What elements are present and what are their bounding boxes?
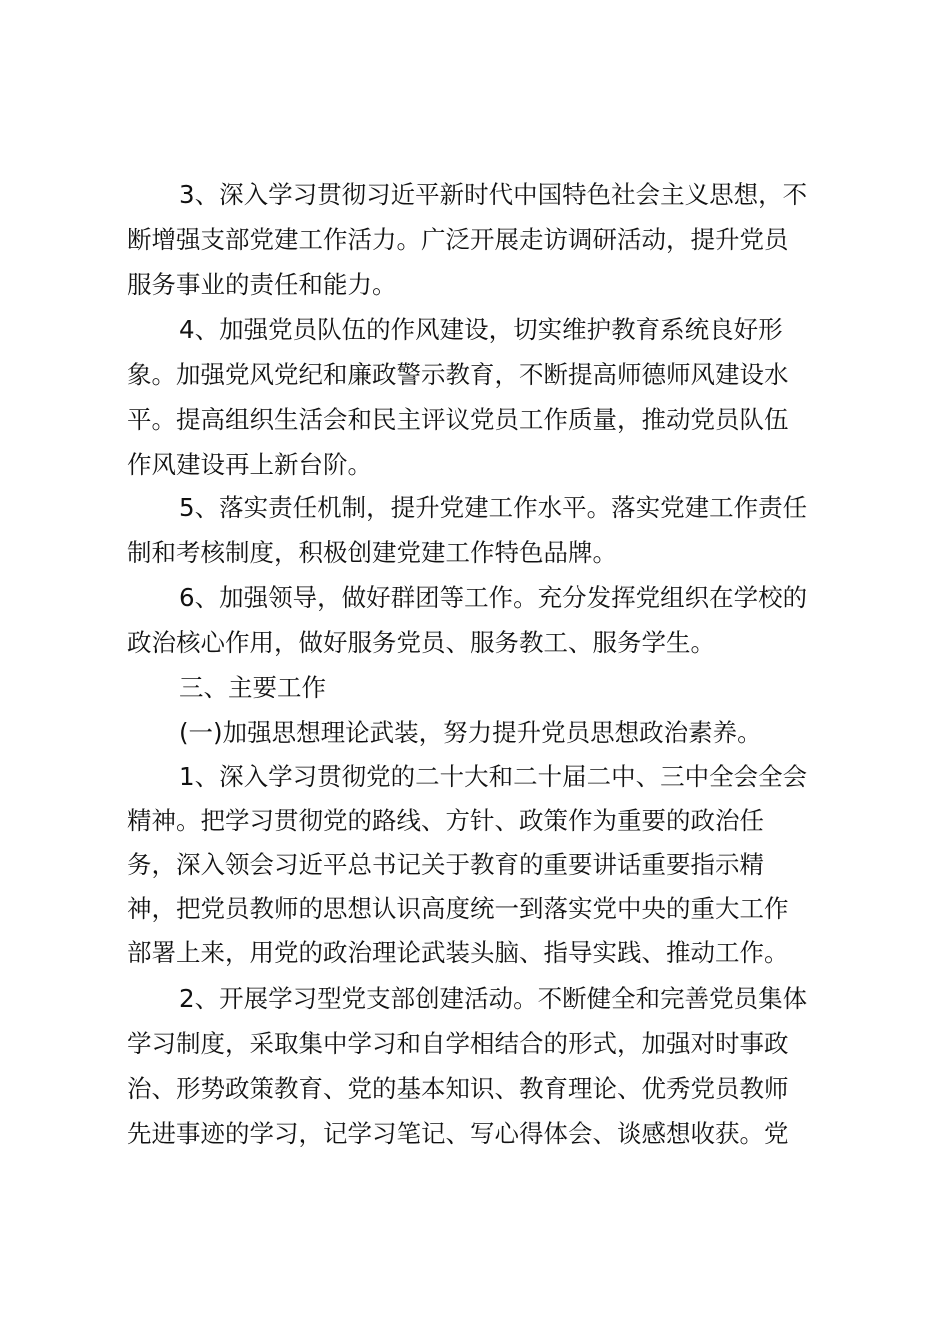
- work-item-2-line-1: 2、开展学习型党支部创建活动。不断健全和完善党员集体: [179, 984, 808, 1013]
- paragraph-5-line-1: 5、落实责任机制，提升党建工作水平。落实党建工作责任: [179, 493, 808, 522]
- work-item-1-line-3: 务，深入领会习近平总书记关于教育的重要讲话重要指示精: [127, 850, 764, 879]
- subsection-heading: (一)加强思想理论武装，努力提升党员思想政治素养。: [179, 718, 762, 747]
- work-item-2-line-2: 学习制度，采取集中学习和自学相结合的形式，加强对时事政: [127, 1029, 789, 1058]
- work-item-2-line-3: 治、形势政策教育、党的基本知识、教育理论、优秀党员教师: [127, 1074, 789, 1103]
- paragraph-5-line-2: 制和考核制度，积极创建党建工作特色品牌。: [127, 538, 617, 567]
- work-item-1-line-1: 1、深入学习贯彻党的二十大和二十届二中、三中全会全会: [179, 762, 808, 791]
- paragraph-3-line-3: 服务事业的责任和能力。: [127, 270, 397, 299]
- paragraph-6-line-2: 政治核心作用，做好服务党员、服务教工、服务学生。: [127, 628, 715, 657]
- section-heading: 三、主要工作: [179, 673, 326, 702]
- work-item-1-line-5: 部署上来，用党的政治理论武装头脑、指导实践、推动工作。: [127, 938, 789, 967]
- paragraph-4-line-2: 象。加强党风党纪和廉政警示教育，不断提高师德师风建设水: [127, 360, 789, 389]
- paragraph-4-line-1: 4、加强党员队伍的作风建设，切实维护教育系统良好形: [179, 315, 783, 344]
- paragraph-4-line-3: 平。提高组织生活会和民主评议党员工作质量，推动党员队伍: [127, 405, 789, 434]
- work-item-1-line-4: 神，把党员教师的思想认识高度统一到落实党中央的重大工作: [127, 894, 789, 923]
- paragraph-4-line-4: 作风建设再上新台阶。: [127, 450, 372, 479]
- paragraph-3-line-2: 断增强支部党建工作活力。广泛开展走访调研活动，提升党员: [127, 225, 789, 254]
- work-item-1-line-2: 精神。把学习贯彻党的路线、方针、政策作为重要的政治任: [127, 806, 764, 835]
- paragraph-6-line-1: 6、加强领导，做好群团等工作。充分发挥党组织在学校的: [179, 583, 808, 612]
- paragraph-3-line-1: 3、深入学习贯彻习近平新时代中国特色社会主义思想，不: [179, 180, 808, 209]
- work-item-2-line-4: 先进事迹的学习，记学习笔记、写心得体会、谈感想收获。党: [127, 1119, 789, 1148]
